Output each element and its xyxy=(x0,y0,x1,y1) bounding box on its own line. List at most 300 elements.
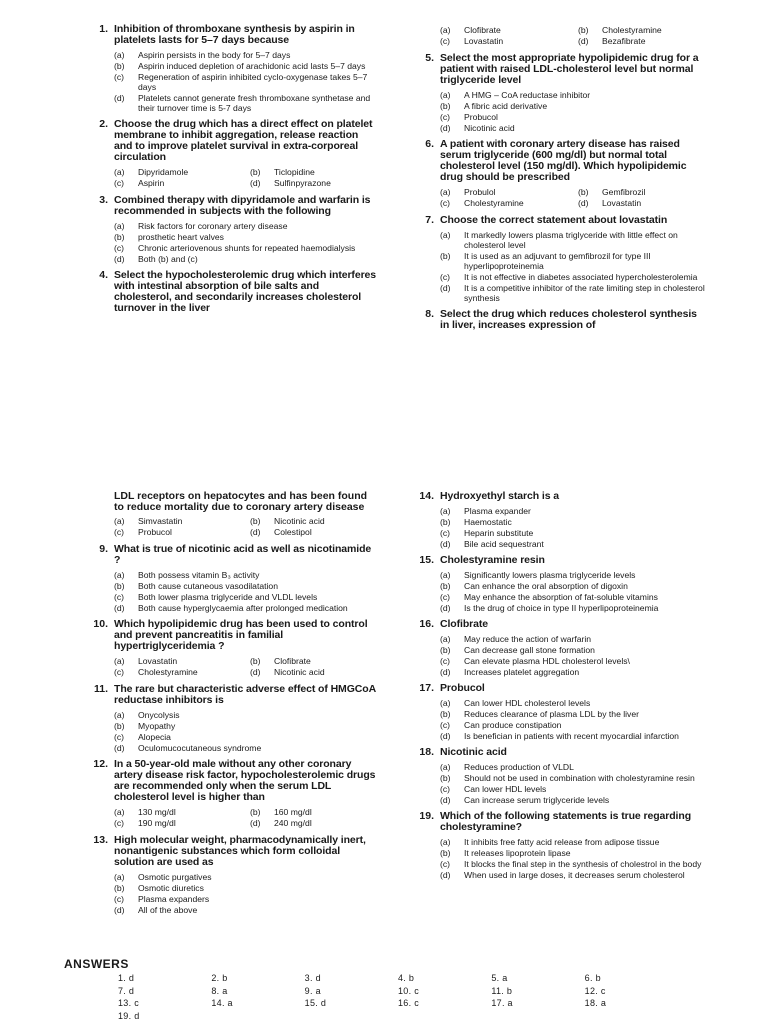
question xyxy=(82,24,378,46)
answer-item: 14. a xyxy=(211,998,233,1008)
option xyxy=(440,848,708,858)
option-letter: (b) xyxy=(440,773,451,783)
option-text: Sulfinpyrazone xyxy=(274,178,331,188)
option xyxy=(114,178,242,188)
question xyxy=(82,544,378,566)
option xyxy=(114,667,242,677)
option xyxy=(250,667,378,677)
option xyxy=(114,603,378,613)
question-text: The rare but characteristic adverse effect of HMGCoA reductase inhibitors is xyxy=(114,683,376,706)
option-text: Both cause hyperglycaemia after prolonged medication xyxy=(138,603,348,613)
option-letter: (a) xyxy=(114,807,125,817)
option xyxy=(440,762,708,772)
option-text: Can lower HDL levels xyxy=(464,784,547,794)
option-letter: (c) xyxy=(440,859,451,869)
option-text: 130 mg/dl xyxy=(138,807,176,817)
answers-heading: ANSWERS xyxy=(64,957,129,971)
option xyxy=(114,61,378,71)
answer-item: 12. c xyxy=(584,985,606,996)
question-text: Select the most appropriate hypolipidemic drug for a patient with raised LDL-cholesterol level but normal triglyceride level xyxy=(440,52,699,86)
option-text: Probucol xyxy=(464,112,498,122)
option-letter: (c) xyxy=(114,818,125,828)
options-list xyxy=(114,807,378,829)
option xyxy=(440,667,708,677)
option-letter: (c) xyxy=(114,592,125,602)
option-letter: (d) xyxy=(578,198,589,208)
option-text: Cholestyramine xyxy=(464,198,524,208)
option xyxy=(114,905,378,915)
option xyxy=(440,506,708,516)
option-text: May enhance the absorption of fat-soluble vitamins xyxy=(464,592,658,602)
option xyxy=(440,101,708,111)
option xyxy=(114,592,378,602)
option-letter: (a) xyxy=(114,167,125,177)
question xyxy=(82,270,378,314)
option xyxy=(250,178,378,188)
option-text: It releases lipoprotein lipase xyxy=(464,848,571,858)
option-text: Haemostatic xyxy=(464,517,512,527)
option-letter: (a) xyxy=(440,762,451,772)
option-text: Both cause cutaneous vasodilatation xyxy=(138,581,278,591)
option xyxy=(578,36,708,46)
option-text: It blocks the final step in the synthesis of cholestrol in the body xyxy=(464,859,702,869)
options-list xyxy=(114,656,378,678)
option-text: Gemfibrozil xyxy=(602,187,646,197)
answer-item: 6. b xyxy=(584,973,601,983)
option xyxy=(440,90,708,100)
answer-item: 1. d xyxy=(118,973,135,983)
option-letter: (d) xyxy=(440,667,451,677)
option xyxy=(578,25,708,35)
option-text: Can produce constipation xyxy=(464,720,562,730)
option-text: Can elevate plasma HDL cholesterol levels\ xyxy=(464,656,630,666)
option-letter: (b) xyxy=(440,645,451,655)
option-letter: (d) xyxy=(114,603,125,613)
column-top-right xyxy=(408,22,708,335)
question-text: In a 50-year-old male without any other coronary artery disease risk factor, hypocholesterolemic drugs are recommended only when the serum LDL cholesterol level is higher than xyxy=(114,758,376,803)
option-text: Onycolysis xyxy=(138,710,180,720)
option-text: Regeneration of aspirin inhibited cyclo-oxygenase takes 5–7 days xyxy=(138,72,368,92)
option xyxy=(114,656,242,666)
option-letter: (b) xyxy=(250,807,261,817)
option-text: Significantly lowers plasma triglyceride levels xyxy=(464,570,636,580)
question-text: Choose the drug which has a direct effect on platelet membrane to inhibit aggregation, release reaction and to improve platelet survival in extra-corporeal circulation xyxy=(114,118,373,163)
option-letter: (a) xyxy=(114,656,125,666)
answer-item: 9. a xyxy=(304,985,321,996)
option-letter: (a) xyxy=(440,25,451,35)
option-letter: (d) xyxy=(578,36,589,46)
option xyxy=(440,592,708,602)
options-list xyxy=(114,710,378,753)
column-top-left xyxy=(82,24,378,318)
option-letter: (b) xyxy=(250,656,261,666)
option-text: Cholestyramine xyxy=(602,25,662,35)
column-bottom-right xyxy=(408,491,708,886)
option-text: Colestipol xyxy=(274,527,312,537)
question-text: Clofibrate xyxy=(440,618,489,630)
question-number: 10. xyxy=(93,618,108,630)
option-text: Both lower plasma triglyceride and VLDL levels xyxy=(138,592,318,602)
option-letter: (c) xyxy=(440,656,451,666)
question xyxy=(408,555,708,566)
question xyxy=(408,53,708,86)
option xyxy=(440,709,708,719)
option-text: Can increase serum triglyceride levels xyxy=(464,795,610,805)
option xyxy=(114,527,242,537)
option xyxy=(440,528,708,538)
options-list xyxy=(440,90,708,133)
option xyxy=(440,251,708,271)
option-text: Aspirin induced depletion of arachidonic acid lasts 5–7 days xyxy=(138,61,366,71)
option-letter: (a) xyxy=(440,570,451,580)
option-text: Probulol xyxy=(464,187,496,197)
option xyxy=(114,721,378,731)
option-letter: (c) xyxy=(440,272,451,282)
option xyxy=(114,221,378,231)
option xyxy=(440,539,708,549)
option-letter: (c) xyxy=(114,72,125,82)
option-text: Plasma expander xyxy=(464,506,531,516)
option-text: Can lower HDL cholesterol levels xyxy=(464,698,591,708)
answer-item: 10. c xyxy=(398,985,420,996)
option-text: Heparin substitute xyxy=(464,528,534,538)
option xyxy=(440,795,708,805)
option-text: Osmotic purgatives xyxy=(138,872,212,882)
question-text: Select the hypocholesterolemic drug which interferes with intestinal absorption of bile salts and cholesterol, and secondarily increases cholesterol turnover in the liver xyxy=(114,269,377,314)
option-text: Should not be used in combination with cholestyramine resin xyxy=(464,773,695,783)
option-text: Chronic arteriovenous shunts for repeated haemodialysis xyxy=(138,243,356,253)
option xyxy=(114,254,378,264)
question-number: 9. xyxy=(99,543,108,555)
option xyxy=(440,837,708,847)
option-text: 190 mg/dl xyxy=(138,818,176,828)
question-text: Which hypolipidemic drug has been used to control and prevent pancreatitis in familial hypertriglyceridemia ? xyxy=(114,618,368,652)
option-text: Aspirin persists in the body for 5–7 days xyxy=(138,50,291,60)
option-letter: (b) xyxy=(114,61,125,71)
option xyxy=(440,603,708,613)
option-letter: (d) xyxy=(250,818,261,828)
option-text: Can enhance the oral absorption of digoxin xyxy=(464,581,628,591)
option-text: Lovastatin xyxy=(138,656,178,666)
question xyxy=(408,683,708,694)
option xyxy=(578,187,708,197)
option-text: 160 mg/dl xyxy=(274,807,312,817)
question xyxy=(408,309,708,331)
option xyxy=(440,720,708,730)
option xyxy=(114,710,378,720)
question-number: 12. xyxy=(93,758,108,770)
question-text: Combined therapy with dipyridamole and warfarin is recommended in subjects with the following xyxy=(114,194,371,217)
question-text: Hydroxyethyl starch is a xyxy=(440,490,559,502)
option-text: Platelets cannot generate fresh thromboxane synthetase and their turnover time is 5-7 days xyxy=(138,93,371,113)
option xyxy=(440,859,708,869)
option-text: Aspirin xyxy=(138,178,165,188)
answer-item: 15. d xyxy=(304,998,327,1008)
question-number: 4. xyxy=(99,269,108,281)
option xyxy=(440,731,708,741)
option xyxy=(440,634,708,644)
option-text: Probucol xyxy=(138,527,172,537)
option-letter: (b) xyxy=(578,25,589,35)
option-letter: (b) xyxy=(114,721,125,731)
option xyxy=(440,272,708,282)
option-letter: (a) xyxy=(114,710,125,720)
option-text: A HMG – CoA reductase inhibitor xyxy=(464,90,591,100)
answer-item: 3. d xyxy=(304,973,321,983)
option-letter: (c) xyxy=(440,528,451,538)
question-text: A patient with coronary artery disease has raised serum triglyceride (600 mg/dl) but normal total cholesterol level (150 mg/dl). Which hypolipidemic drug should be prescribed xyxy=(440,138,687,183)
question xyxy=(82,619,378,652)
options-list xyxy=(114,516,378,538)
option-letter: (c) xyxy=(114,732,125,742)
question-text: Probucol xyxy=(440,682,485,694)
option-text: It is a competitive inhibitor of the rate limiting step in cholesterol synthesis xyxy=(464,283,705,303)
question-number: 5. xyxy=(425,52,434,64)
option-text: It inhibits free fatty acid release from adipose tissue xyxy=(464,837,660,847)
option xyxy=(440,570,708,580)
question-text: What is true of nicotinic acid as well as nicotinamide ? xyxy=(114,543,372,566)
option-letter: (b) xyxy=(250,516,261,526)
options-list xyxy=(114,221,378,264)
options-list xyxy=(440,570,708,613)
option xyxy=(114,807,242,817)
option-letter: (d) xyxy=(440,731,451,741)
option xyxy=(250,516,378,526)
option-text: Cholestyramine xyxy=(138,667,198,677)
option-text: Lovastatin xyxy=(464,36,504,46)
option xyxy=(114,883,378,893)
option-letter: (d) xyxy=(250,527,261,537)
option-letter: (d) xyxy=(440,123,451,133)
option xyxy=(440,645,708,655)
answer-item: 8. a xyxy=(211,985,228,996)
question-number: 16. xyxy=(419,618,434,630)
question-number: 8. xyxy=(425,308,434,320)
option-letter: (a) xyxy=(440,187,451,197)
options-list xyxy=(440,506,708,549)
question xyxy=(408,139,708,183)
option xyxy=(440,870,708,880)
question xyxy=(82,684,378,706)
option xyxy=(114,581,378,591)
answer-item: 11. b xyxy=(491,985,513,996)
option xyxy=(114,516,242,526)
option-letter: (a) xyxy=(440,634,451,644)
option xyxy=(114,743,378,753)
options-list xyxy=(440,698,708,741)
option-text: Oculomucocutaneous syndrome xyxy=(138,743,262,753)
option xyxy=(114,818,242,828)
option-text: prosthetic heart valves xyxy=(138,232,224,242)
option-text: Reduces production of VLDL xyxy=(464,762,574,772)
answer-item: 17. a xyxy=(491,998,513,1008)
question xyxy=(82,835,378,868)
option-letter: (b) xyxy=(440,848,451,858)
option-letter: (c) xyxy=(440,198,451,208)
option-letter: (d) xyxy=(440,283,451,293)
question-number: 2. xyxy=(99,118,108,130)
option-letter: (c) xyxy=(440,36,451,46)
option-letter: (c) xyxy=(114,527,125,537)
option-letter: (d) xyxy=(114,254,125,264)
option-letter: (b) xyxy=(440,709,451,719)
question xyxy=(82,195,378,217)
question-number: 17. xyxy=(419,682,434,694)
option-text: Risk factors for coronary artery disease xyxy=(138,221,288,231)
option xyxy=(114,894,378,904)
option-text: Simvastatin xyxy=(138,516,183,526)
option xyxy=(250,527,378,537)
option-letter: (b) xyxy=(114,232,125,242)
options-list xyxy=(440,762,708,805)
question xyxy=(408,747,708,758)
option-letter: (a) xyxy=(114,872,125,882)
option-letter: (d) xyxy=(114,93,125,103)
option-text: Clofibrate xyxy=(464,25,501,35)
options-list xyxy=(114,167,378,189)
question xyxy=(82,119,378,163)
option-letter: (d) xyxy=(440,795,451,805)
option xyxy=(440,784,708,794)
answer-item: 5. a xyxy=(491,973,508,983)
option-letter: (d) xyxy=(440,539,451,549)
option xyxy=(440,656,708,666)
question-text: Inhibition of thromboxane synthesis by aspirin in platelets lasts for 5–7 days because xyxy=(114,23,355,46)
option xyxy=(114,732,378,742)
option xyxy=(114,872,378,882)
answer-item: 19. d xyxy=(118,1010,140,1021)
option xyxy=(114,50,378,60)
option-letter: (c) xyxy=(114,894,125,904)
option xyxy=(440,517,708,527)
question-text: High molecular weight, pharmacodynamically inert, nonantigenic substances which form colloidal solution are used as xyxy=(114,834,366,868)
option-text: Nicotinic acid xyxy=(274,516,325,526)
option-letter: (a) xyxy=(114,221,125,231)
option xyxy=(578,198,708,208)
option-text: Nicotinic acid xyxy=(274,667,325,677)
option-text: It is not effective in diabetes associated hypercholesterolemia xyxy=(464,272,698,282)
option-letter: (c) xyxy=(114,178,125,188)
option xyxy=(440,198,570,208)
option-text: Increases platelet aggregation xyxy=(464,667,580,677)
option-text: May reduce the action of warfarin xyxy=(464,634,592,644)
option-text: It markedly lowers plasma triglyceride with little effect on cholesterol level xyxy=(464,230,678,250)
option-letter: (d) xyxy=(250,178,261,188)
column-bottom-left xyxy=(82,491,378,921)
option-letter: (a) xyxy=(440,506,451,516)
option-letter: (c) xyxy=(440,720,451,730)
option-text: Clofibrate xyxy=(274,656,311,666)
option xyxy=(440,773,708,783)
option-text: 240 mg/dl xyxy=(274,818,312,828)
answer-item: 4. b xyxy=(398,973,415,983)
option-letter: (b) xyxy=(440,101,451,111)
option-letter: (a) xyxy=(440,698,451,708)
option-letter: (b) xyxy=(114,883,125,893)
options-list xyxy=(440,187,708,209)
question-number: 1. xyxy=(99,23,108,35)
option xyxy=(250,807,378,817)
option xyxy=(114,232,378,242)
options-list xyxy=(114,570,378,613)
option-text: Is the drug of choice in type II hyperlipoproteinemia xyxy=(464,603,659,613)
question-text: Select the drug which reduces cholesterol synthesis in liver, increases expression of xyxy=(440,308,697,331)
question-number: 6. xyxy=(425,138,434,150)
option-letter: (b) xyxy=(440,581,451,591)
options-list xyxy=(114,872,378,915)
option xyxy=(114,93,378,113)
option-letter: (c) xyxy=(440,112,451,122)
option-text: Reduces clearance of plasma LDL by the liver xyxy=(464,709,639,719)
option-text: Dipyridamole xyxy=(138,167,189,177)
option-text: It is used as an adjuvant to gemfibrozil for type III hyperlipoproteinemia xyxy=(464,251,651,271)
question-text: Cholestyramine resin xyxy=(440,554,545,566)
question-text-continued: LDL receptors on hepatocytes and has been found to reduce mortality due to coronary artery disease xyxy=(114,490,368,513)
answer-item: 18. a xyxy=(584,998,607,1008)
option-letter: (b) xyxy=(578,187,589,197)
question-text: Nicotinic acid xyxy=(440,746,507,758)
option-letter: (b) xyxy=(440,251,451,261)
options-list xyxy=(440,634,708,677)
question-number: 13. xyxy=(93,834,108,846)
option-text: Both (b) and (c) xyxy=(138,254,198,264)
answer-item: 13. c xyxy=(118,998,140,1008)
option-text: Is benefician in patients with recent myocardial infarction xyxy=(464,731,679,741)
option-letter: (a) xyxy=(114,50,125,60)
answer-item: 16. c xyxy=(398,998,420,1008)
option-text: Nicotinic acid xyxy=(464,123,515,133)
option-text: A fibric acid derivative xyxy=(464,101,548,111)
option-letter: (c) xyxy=(114,667,125,677)
option-letter: (d) xyxy=(114,905,125,915)
question-number: 19. xyxy=(419,810,434,822)
question xyxy=(408,215,708,226)
option-text: When used in large doses, it decreases serum cholesterol xyxy=(464,870,685,880)
question-text: Choose the correct statement about lovastatin xyxy=(440,214,668,226)
option-letter: (a) xyxy=(440,90,451,100)
option-letter: (d) xyxy=(440,603,451,613)
question xyxy=(408,811,708,833)
option-text: Bile acid sequestrant xyxy=(464,539,544,549)
option xyxy=(440,283,708,303)
option-letter: (b) xyxy=(114,581,125,591)
option xyxy=(114,167,242,177)
question-number: 18. xyxy=(419,746,434,758)
option-text: Can decrease gall stone formation xyxy=(464,645,595,655)
question-number: 15. xyxy=(419,554,434,566)
options-list xyxy=(440,837,708,880)
option xyxy=(440,698,708,708)
option-letter: (a) xyxy=(440,837,451,847)
option-letter: (c) xyxy=(114,243,125,253)
option xyxy=(114,243,378,253)
option xyxy=(114,72,378,92)
option-text: Plasma expanders xyxy=(138,894,210,904)
question xyxy=(408,491,708,502)
option xyxy=(114,570,378,580)
option-text: All of the above xyxy=(138,905,198,915)
option xyxy=(440,123,708,133)
option-letter: (c) xyxy=(440,784,451,794)
option-letter: (d) xyxy=(114,743,125,753)
option-letter: (a) xyxy=(114,516,125,526)
option xyxy=(440,36,570,46)
option-text: Ticlopidine xyxy=(274,167,315,177)
option xyxy=(440,230,708,250)
option xyxy=(440,187,570,197)
question-number: 14. xyxy=(419,490,434,502)
options-list xyxy=(114,50,378,113)
